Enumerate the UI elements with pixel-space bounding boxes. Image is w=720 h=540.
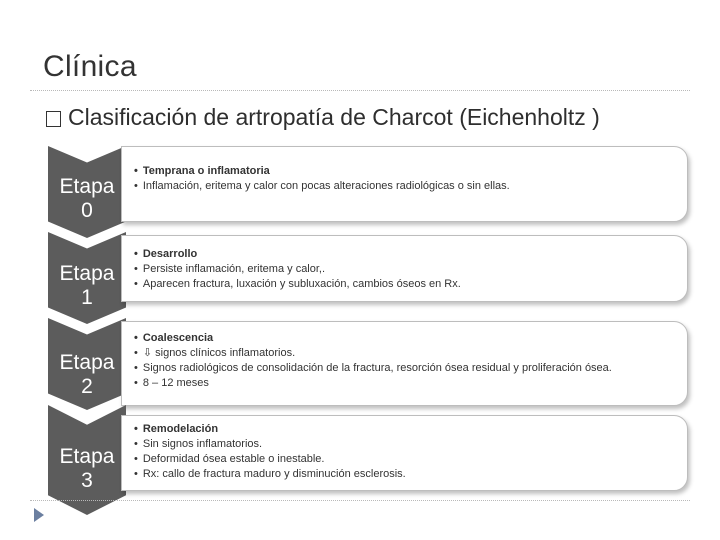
subtitle-text: Clasificación de artropatía de Charcot (Eichenholtz ): [68, 104, 600, 130]
stage-2-label-number: 2: [81, 375, 93, 398]
checkbox-bullet-icon: [46, 111, 61, 127]
stage-2-bullet: • ⇩ signos clínicos inflamatorios.: [134, 346, 687, 361]
stage-0-label-word: Etapa: [59, 175, 115, 198]
stage-2-heading: • Coalescencia: [134, 331, 687, 346]
stage-0-box: [121, 146, 688, 222]
stage-1-bullet: • Aparecen fractura, luxación y subluxación, cambios óseos en Rx.: [134, 277, 687, 292]
footer-divider: [30, 500, 690, 501]
stage-0: [48, 146, 688, 238]
stage-3-label-number: 3: [81, 469, 93, 492]
stage-3-label: [48, 445, 126, 493]
stage-2: [48, 318, 688, 410]
title-divider: [30, 90, 690, 91]
stage-2-label-word: Etapa: [59, 351, 115, 374]
stage-3-box: [121, 415, 688, 491]
slide-subtitle: [46, 104, 600, 131]
stage-3-bullet: • Deformidad ósea estable o inestable.: [134, 452, 687, 467]
stage-3-bullet: • Sin signos inflamatorios.: [134, 437, 687, 452]
stage-0-label: [48, 175, 126, 223]
stage-1-label-word: Etapa: [59, 262, 115, 285]
stage-1-box: [121, 235, 688, 302]
stage-0-heading: • Temprana o inflamatoria: [134, 164, 687, 179]
stage-1-label-number: 1: [81, 286, 93, 309]
stage-3-heading: • Remodelación: [134, 422, 687, 437]
stage-2-bullet: • 8 – 12 meses: [134, 376, 687, 391]
stage-2-label: [48, 351, 126, 399]
stage-0-label-number: 0: [81, 199, 93, 222]
stage-2-bullet: • Signos radiológicos de consolidación de la fractura, resorción ósea residual y proliferación ósea.: [134, 361, 687, 376]
stage-3: [48, 405, 688, 520]
stage-1: [48, 232, 688, 324]
stage-3-label-word: Etapa: [59, 445, 115, 468]
stage-1-label: [48, 262, 126, 310]
slide-title: Clínica: [43, 50, 137, 83]
stage-2-box: [121, 321, 688, 406]
stage-0-bullet: • Inflamación, eritema y calor con pocas alteraciones radiológicas o sin ellas.: [134, 179, 687, 194]
next-slide-arrow-icon[interactable]: [34, 508, 44, 522]
stage-1-heading: • Desarrollo: [134, 247, 687, 262]
stage-3-bullet: • Rx: callo de fractura maduro y disminución esclerosis.: [134, 467, 687, 482]
stage-1-bullet: • Persiste inflamación, eritema y calor,.: [134, 262, 687, 277]
